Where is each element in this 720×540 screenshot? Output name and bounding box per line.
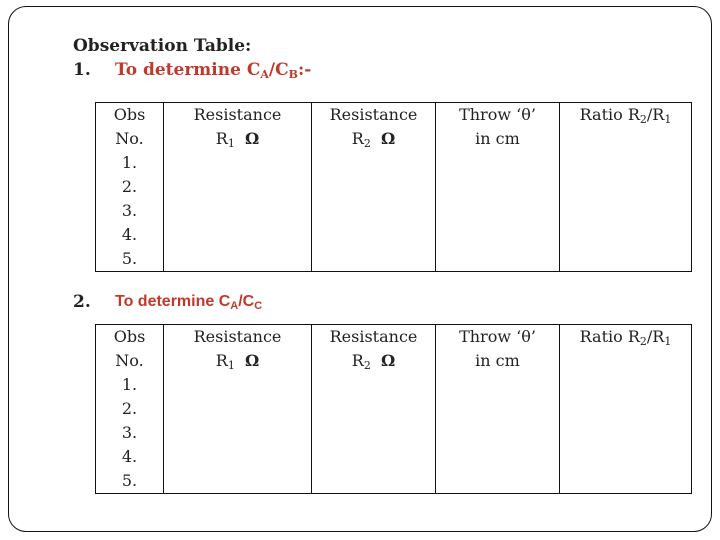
resistance-r2-column: Resistance $R_2$ Ω	[312, 325, 436, 494]
throw-column: Throw ‘θ’ in cm	[436, 103, 560, 272]
obs-no-column: Obs No. 1. 2. 3. 4. 5.	[96, 103, 164, 272]
section-1-number: 1.	[73, 60, 91, 80]
section-2-heading: To determine $C_A/C_C$	[115, 293, 263, 312]
ratio-column: Ratio $R_2/R_1$	[560, 325, 692, 494]
observation-table-2	[95, 324, 692, 494]
resistance-r1-column: Resistance $R_1$ Ω	[164, 325, 312, 494]
observation-table-1	[95, 102, 692, 272]
resistance-r1-column: Resistance $R_1$ Ω	[164, 103, 312, 272]
page-title: Observation Table:	[73, 36, 252, 56]
throw-column: Throw ‘θ’ in cm	[436, 325, 560, 494]
resistance-r2-column: Resistance $R_2$ Ω	[312, 103, 436, 272]
section-2-number: 2.	[73, 292, 91, 312]
obs-no-column: Obs No. 1. 2. 3. 4. 5.	[96, 325, 164, 494]
section-1-heading: To determine $C_A/C_B:-$	[115, 60, 312, 81]
ratio-column: Ratio $R_2/R_1$	[560, 103, 692, 272]
